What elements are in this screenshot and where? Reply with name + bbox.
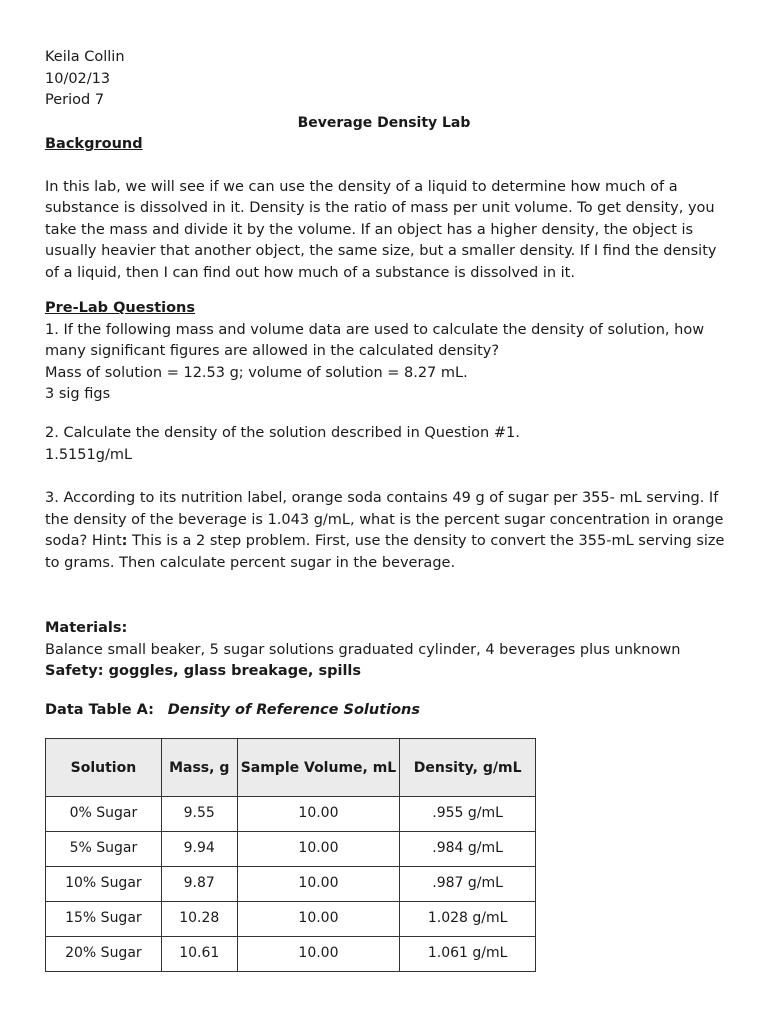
background-text: In this lab, we will see if we can use the density of a liquid to determine how much of a substance is dissolved in it. Density is the ratio of mass per unit volume. To get density, you take the mass and divide it by the volume. If an object has a higher density, the object is usually heavier that another object, the same size, but a smaller density. If I find the density of a liquid, then I can find out how much of a substance is dissolved in it. (45, 178, 717, 281)
question-1-data: Mass of solution = 12.53 g; volume of solution = 8.27 mL. (45, 364, 468, 381)
data-table-label: Data Table A: (45, 702, 154, 718)
student-name: Keila Collin (45, 49, 125, 65)
hint-colon: : (121, 533, 128, 550)
cell-solution: 0% Sugar (46, 797, 162, 832)
question-3-text-b: This is a 2 step problem. First, use the density to convert the 355-mL serving size to grams. Then calculate percent sugar in the beverage. (45, 533, 725, 571)
density-table (45, 738, 536, 972)
cell-volume: 10.00 (237, 937, 400, 972)
column-header-volume: Sample Volume, mL (237, 739, 400, 797)
table-row (46, 937, 536, 972)
document-title: Beverage Density Lab (297, 115, 471, 131)
safety-text: Safety: goggles, glass breakage, spills (45, 663, 362, 680)
data-table-title: Density of Reference Solutions (167, 702, 421, 718)
column-header-mass: Mass, g (161, 739, 237, 797)
cell-mass: 9.87 (161, 867, 237, 902)
materials-heading: Materials: (45, 620, 128, 636)
cell-mass: 10.28 (161, 902, 237, 937)
table-row (46, 867, 536, 902)
table-row (46, 902, 536, 937)
background-section (45, 134, 730, 285)
cell-volume: 10.00 (237, 902, 400, 937)
cell-density: .955 g/mL (400, 797, 536, 832)
cell-mass: 9.55 (161, 797, 237, 832)
cell-density: .984 g/mL (400, 832, 536, 867)
prelab-section (45, 298, 730, 406)
cell-mass: 10.61 (161, 937, 237, 972)
cell-solution: 20% Sugar (46, 937, 162, 972)
question-2: 2. Calculate the density of the solution described in Question #1. (45, 425, 520, 441)
answer-2: 1.5151g/mL (45, 446, 133, 463)
cell-volume: 10.00 (237, 867, 400, 902)
question-3-block (45, 488, 730, 574)
question-3-text-a: 3. According to its nutrition label, orange soda contains 49 g of sugar per 355- mL serving. If the density of the beverage is 1.043 g/mL, what is the percent sugar concentration in orange soda? Hint (45, 490, 724, 550)
cell-solution: 5% Sugar (46, 832, 162, 867)
cell-density: .987 g/mL (400, 867, 536, 902)
table-row (46, 797, 536, 832)
data-table-caption (45, 700, 730, 722)
materials-section (45, 618, 730, 683)
class-period: Period 7 (45, 92, 105, 109)
prelab-heading: Pre-Lab Questions (45, 300, 196, 316)
cell-solution: 10% Sugar (46, 867, 162, 902)
cell-volume: 10.00 (237, 832, 400, 867)
report-date: 10/02/13 (45, 70, 111, 87)
cell-density: 1.061 g/mL (400, 937, 536, 972)
background-heading: Background (45, 136, 143, 152)
cell-density: 1.028 g/mL (400, 902, 536, 937)
column-header-density: Density, g/mL (400, 739, 536, 797)
cell-volume: 10.00 (237, 797, 400, 832)
column-header-solution: Solution (46, 739, 162, 797)
cell-mass: 9.94 (161, 832, 237, 867)
question-1: 1. If the following mass and volume data are used to calculate the density of solution, how many significant figures are allowed in the calculated density? (45, 321, 705, 360)
materials-text: Balance small beaker, 5 sugar solutions graduated cylinder, 4 beverages plus unknown (45, 641, 681, 658)
question-3 (45, 488, 730, 574)
table-row (46, 832, 536, 867)
table-header-row (46, 739, 536, 797)
question-2-block (45, 423, 730, 466)
answer-1: 3 sig figs (45, 386, 111, 403)
student-header (45, 47, 345, 112)
cell-solution: 15% Sugar (46, 902, 162, 937)
